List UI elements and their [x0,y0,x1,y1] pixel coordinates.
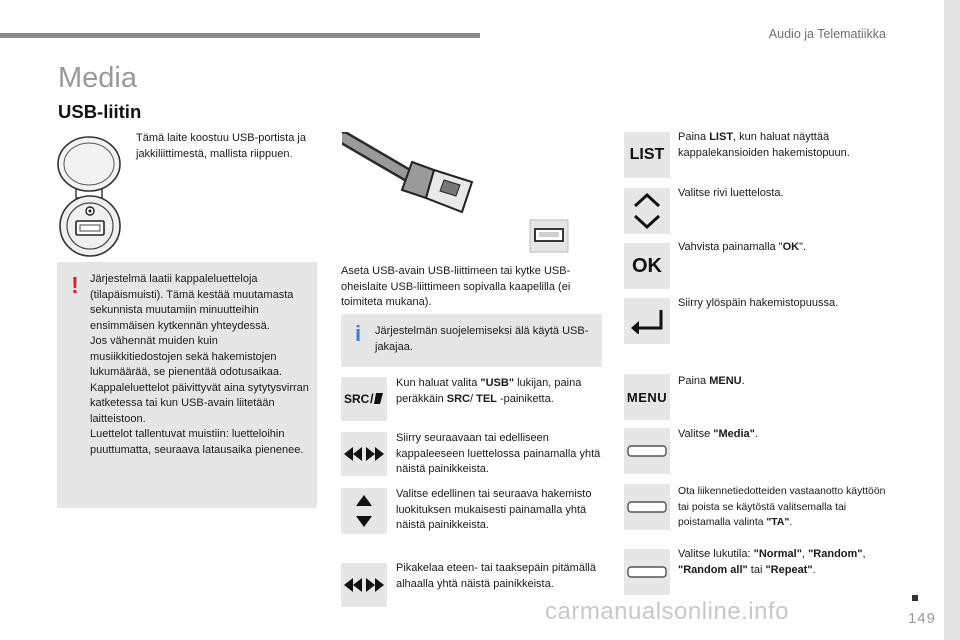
step-directory-text: Valitse edellinen tai seuraava hakemisto luokituksen mukaisesti painamalla yhtä näistä painikkeista. [396,488,592,531]
step-fast-seek-text: Pikakelaa eteen- tai taaksepäin pitämällä alhaalla yhtä näistä painikkeista. [396,562,596,590]
seek-buttons-icon [341,432,387,476]
page-end-marker [912,595,918,601]
list-key-icon: LIST [624,132,670,178]
select-bar-icon [624,484,670,530]
step-select-usb: Kun haluat valita "USB" lukijan, paina peräkkäin SRC/ TEL -painiketta. [396,377,582,405]
usb-cable-illustration [342,132,570,256]
select-bar-icon [624,428,670,474]
step-media-text: Valitse "Media". [678,428,758,440]
page-number: 149 [907,610,936,627]
ok-key-icon: OK [624,243,670,289]
warning-icon: ! [71,272,79,298]
step-ta-text: Ota liikennetiedotteiden vastaanotto käyttöön tai poista se käytöstä valitsemalla tai poistamalla valinta "TA". [678,486,886,528]
step-up-directory-text: Siirry ylöspäin hakemistopuussa. [678,297,839,309]
info-text: Järjestelmän suojelemiseksi älä käytä USB-jakajaa. [375,325,589,353]
svg-text:SRC: SRC [344,392,370,406]
fast-seek-buttons-icon [341,563,387,607]
step-list-text: Paina LIST, kun haluat näyttää kappalekansioiden hakemistopuun. [678,131,850,159]
step-seek-text: Siirry seuraavaan tai edelliseen kappaleeseen luettelossa painamalla yhtä näistä painikkeista. [396,432,601,475]
step-confirm-text: Vahvista painamalla "OK". [678,241,807,253]
section-title: Audio ja Telematiikka [768,27,886,41]
page-subtitle: USB-liitin [58,101,142,122]
step-play-mode-text: Valitse lukutila: "Normal", "Random", "Random all" tai "Repeat". [678,548,866,576]
usb-jack-port-illustration [56,132,126,258]
up-down-arrows-icon [341,488,387,534]
warning-text: Järjestelmä laatii kappaleluetteloja (tilapäismuisti). Tämä kestää muutamasta sekunnista muutamiin minuutteihin ensimmäisen kytkennän yhteydessä. Jos vähennät muiden kuin musiikkitiedostojen sekä hakemistojen lukumäärää, se pienentää odotusaikaa. Kappaleluettelot päivittyvät aina sytytysvirran katketessa tai kun USB-avain liitetään laitteistoon. Luettelot tallentuvat muistiin: luetteloihin puuttumatta, seuraava latausaika pienenee. [90,273,309,456]
menu-key-icon: MENU [624,374,670,420]
svg-text:/: / [370,391,374,406]
watermark: carmanualsonline.info [545,598,789,625]
step-menu-text: Paina MENU. [678,375,745,387]
select-bar-icon [624,549,670,595]
intro-text: Tämä laite koostuu USB-portista ja jakkiliittimestä, mallista riippuen. [136,132,306,160]
back-arrow-icon [624,298,670,344]
info-icon: i [354,321,362,346]
page-edge-strip [944,0,960,640]
header-rule [0,33,480,38]
chevron-up-down-icon [624,188,670,234]
page-title: Media [58,62,137,94]
usb-insert-text: Aseta USB-avain USB-liittimeen tai kytke USB-oheislaite USB-liittimeen sopivalla kaapelilla (ei toimiteta mukana). [341,265,571,308]
src-tel-button-icon [341,377,387,421]
step-select-row-text: Valitse rivi luettelosta. [678,187,784,199]
